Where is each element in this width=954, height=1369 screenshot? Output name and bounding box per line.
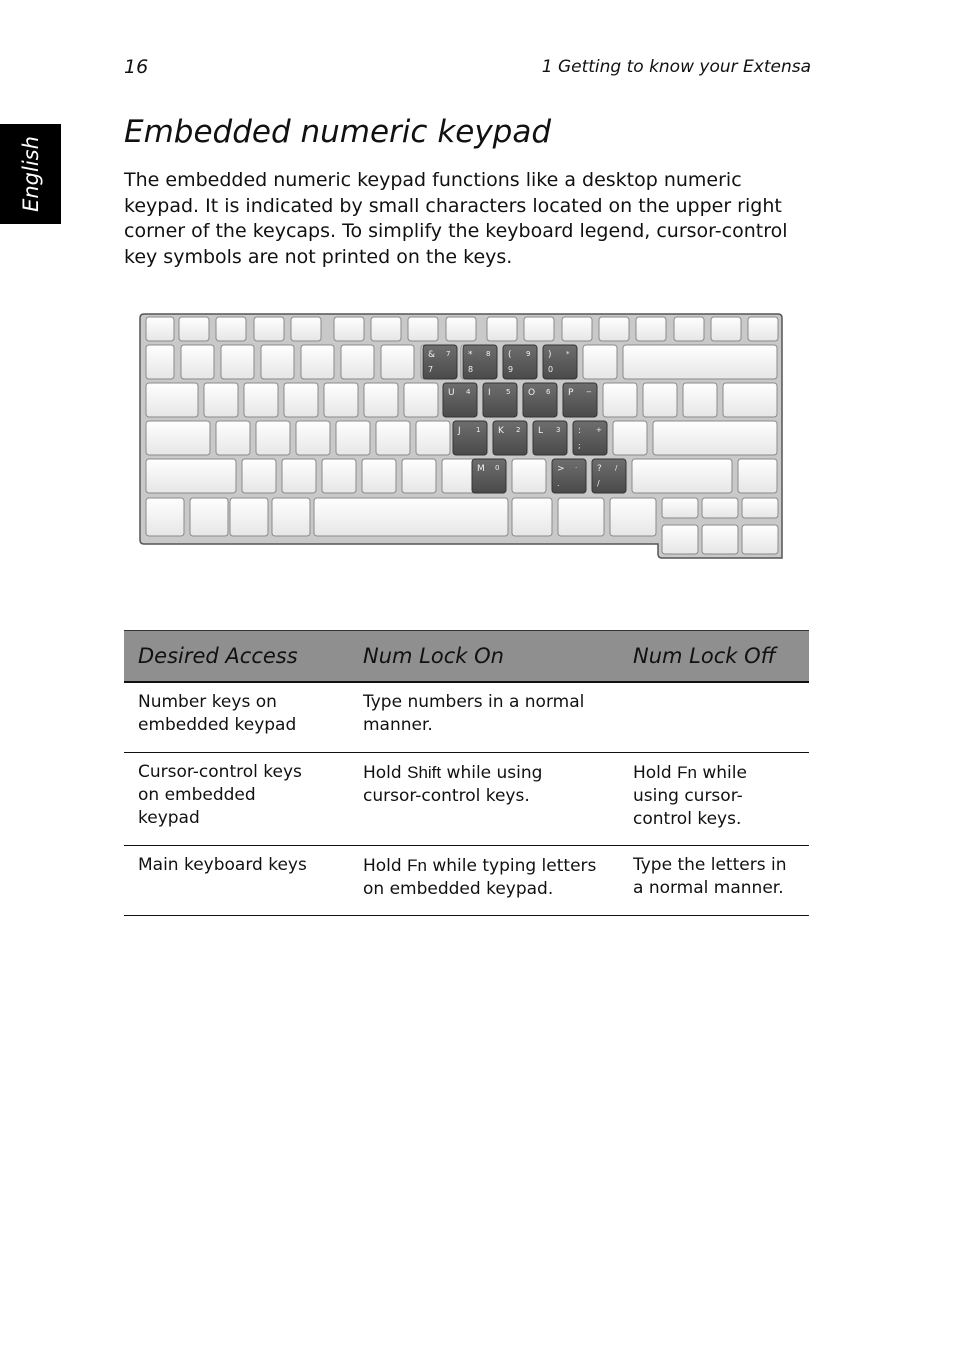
key-legend: 8 — [468, 365, 474, 374]
key-legend: K — [498, 426, 504, 436]
keyboard-key — [583, 345, 617, 379]
column-header-num-lock-on: Num Lock On — [335, 631, 619, 683]
keyboard-key — [291, 317, 321, 341]
key-legend: · — [575, 464, 578, 472]
key-legend: L — [538, 426, 544, 436]
key-legend: 5 — [506, 388, 511, 396]
numeric-keypad-key — [463, 345, 497, 379]
numeric-keypad-key — [472, 459, 506, 493]
keyboard-key — [613, 421, 647, 455]
keyboard-key — [623, 345, 777, 379]
keyboard-key — [603, 383, 637, 417]
keyboard-key — [711, 317, 741, 341]
key-legend: 6 — [546, 388, 551, 396]
keyboard-key — [653, 421, 777, 455]
key-legend: I — [488, 388, 491, 398]
keyboard-key — [512, 459, 546, 493]
keyboard-key — [723, 383, 777, 417]
cell-text: Hold — [363, 762, 408, 783]
keyboard-key — [254, 317, 284, 341]
keyboard-key — [487, 317, 517, 341]
numeric-keypad-key — [423, 345, 457, 379]
numeric-keypad-key — [543, 345, 577, 379]
keyboard-key — [146, 317, 174, 341]
keyboard-figure — [138, 312, 785, 562]
keyboard-key — [190, 498, 228, 536]
numeric-keypad-key — [573, 421, 607, 455]
numeric-keypad-key — [493, 421, 527, 455]
key-legend: ; — [578, 441, 581, 450]
key-legend: M — [477, 464, 485, 474]
cell-text: Type the letters in a normal manner. — [633, 854, 787, 898]
keyboard-key — [284, 383, 318, 417]
section-title: Embedded numeric keypad — [124, 114, 552, 150]
cell-num-lock-on — [335, 682, 619, 752]
key-legend: 7 — [446, 350, 451, 358]
key-legend: U — [448, 388, 455, 398]
cell-text: Hold — [633, 762, 678, 783]
cell-num-lock-on — [335, 845, 619, 915]
cell-text: Hold — [363, 855, 408, 876]
key-legend: : — [578, 426, 582, 436]
keyboard-key — [221, 345, 254, 379]
key-legend: 1 — [476, 426, 481, 434]
keyboard-key — [643, 383, 677, 417]
keyboard-key — [371, 317, 401, 341]
numeric-keypad-key — [453, 421, 487, 455]
keyboard-key — [146, 459, 236, 493]
key-legend: * — [468, 350, 473, 360]
keyboard-key — [562, 317, 592, 341]
key-legend: 2 — [516, 426, 521, 434]
keyboard-key — [341, 345, 374, 379]
numeric-keypad-key — [443, 383, 477, 417]
keyboard-key — [416, 421, 450, 455]
table-row — [124, 752, 809, 845]
language-tab-label: English — [18, 136, 43, 212]
keyboard-key — [632, 459, 732, 493]
keyboard-key — [738, 459, 777, 493]
keyboard-key — [242, 459, 276, 493]
keyboard-key — [408, 317, 438, 341]
keyboard-key — [364, 383, 398, 417]
key-legend: > — [557, 464, 565, 474]
keyboard-key — [404, 383, 438, 417]
cell-text: while using cursor-control keys. — [363, 762, 543, 806]
key-name: Fn — [677, 762, 697, 782]
keyboard-key — [146, 345, 174, 379]
numeric-keypad-key — [552, 459, 586, 493]
keyboard-key — [261, 345, 294, 379]
keyboard-key — [442, 459, 476, 493]
cell-desired-access: Main keyboard keys — [124, 845, 335, 915]
numeric-keypad-key — [592, 459, 626, 493]
keyboard-key — [742, 498, 778, 518]
keyboard-key — [683, 383, 717, 417]
keyboard-key — [702, 498, 738, 518]
keyboard-key — [376, 421, 410, 455]
key-legend: 7 — [428, 365, 434, 374]
cell-num-lock-off — [619, 682, 809, 752]
keyboard-key — [636, 317, 666, 341]
key-legend: ) — [548, 350, 552, 360]
cell-desired-access: Cursor-control keys on embedded keypad — [124, 752, 335, 845]
key-legend: 9 — [526, 350, 531, 358]
keyboard-key — [146, 383, 198, 417]
keyboard-key — [599, 317, 629, 341]
keyboard-key — [702, 525, 738, 554]
keyboard-key — [244, 383, 278, 417]
cell-num-lock-off — [619, 752, 809, 845]
key-legend: − — [586, 388, 592, 396]
table-row — [124, 845, 809, 915]
keyboard-key — [558, 498, 604, 536]
key-legend: / — [597, 479, 600, 488]
numeric-keypad-key — [503, 345, 537, 379]
keyboard-key — [512, 498, 552, 536]
cell-num-lock-off — [619, 845, 809, 915]
key-legend: 0 — [495, 464, 500, 472]
keyboard-key — [272, 498, 310, 536]
key-legend: 3 — [556, 426, 561, 434]
keyboard-key — [610, 498, 656, 536]
keyboard-key — [662, 498, 698, 518]
keyboard-key — [146, 421, 210, 455]
keyboard-illustration — [138, 312, 785, 562]
language-tab — [0, 124, 61, 224]
keyboard-key — [256, 421, 290, 455]
key-legend: O — [528, 388, 536, 398]
intro-paragraph: The embedded numeric keypad functions like a desktop numeric keypad. It is indicated by small characters located on the upper right corner of the keycaps. To simplify the keyboard legend, cursor-control key symbols are not printed on the keys. — [124, 169, 788, 268]
numeric-keypad-key — [563, 383, 597, 417]
cell-text: while typing letters on embedded keypad. — [363, 855, 597, 899]
keyboard-key — [181, 345, 214, 379]
keyboard-key — [336, 421, 370, 455]
numeric-keypad-key — [483, 383, 517, 417]
key-legend: / — [615, 464, 618, 472]
key-legend: 8 — [486, 350, 491, 358]
keyboard-key — [216, 421, 250, 455]
keyboard-key — [662, 525, 698, 554]
key-name: Shift — [407, 762, 442, 782]
running-head: 1 Getting to know your Extensa — [541, 57, 811, 77]
keyboard-key — [179, 317, 209, 341]
key-name: Fn — [407, 855, 427, 875]
key-legend: 4 — [466, 388, 471, 396]
numeric-keypad-key — [533, 421, 567, 455]
cell-text: while using cursor-control keys. — [633, 762, 747, 829]
keyboard-key — [402, 459, 436, 493]
key-legend: J — [458, 426, 461, 436]
keyboard-key — [314, 498, 508, 536]
key-legend: . — [557, 479, 560, 488]
column-header-desired-access: Desired Access — [124, 631, 335, 683]
keyboard-key — [230, 498, 268, 536]
key-legend: 9 — [508, 365, 514, 374]
keyboard-key — [322, 459, 356, 493]
keyboard-key — [381, 345, 414, 379]
page-number: 16 — [124, 56, 149, 78]
keyboard-key — [204, 383, 238, 417]
keyboard-key — [301, 345, 334, 379]
keyboard-key — [748, 317, 778, 341]
key-legend: + — [596, 426, 602, 434]
cell-desired-access: Number keys on embedded keypad — [124, 682, 335, 752]
key-legend: P — [568, 388, 574, 398]
keyboard-key — [674, 317, 704, 341]
access-table — [124, 630, 809, 916]
numeric-keypad-key — [523, 383, 557, 417]
key-legend: & — [428, 350, 436, 360]
keyboard-key — [446, 317, 476, 341]
keyboard-key — [334, 317, 364, 341]
cell-text: Type numbers in a normal manner. — [363, 692, 585, 735]
keyboard-key — [216, 317, 246, 341]
key-legend: * — [566, 350, 570, 358]
keyboard-key — [146, 498, 184, 536]
key-legend: 0 — [548, 365, 554, 374]
keyboard-key — [362, 459, 396, 493]
keyboard-key — [742, 525, 778, 554]
key-legend: ( — [508, 350, 512, 360]
table-row — [124, 682, 809, 752]
keyboard-key — [524, 317, 554, 341]
keyboard-key — [282, 459, 316, 493]
column-header-num-lock-off: Num Lock Off — [619, 631, 809, 683]
keyboard-key — [324, 383, 358, 417]
cell-num-lock-on — [335, 752, 619, 845]
keyboard-key — [296, 421, 330, 455]
table-header-row — [124, 631, 809, 683]
key-legend: ? — [597, 464, 602, 474]
